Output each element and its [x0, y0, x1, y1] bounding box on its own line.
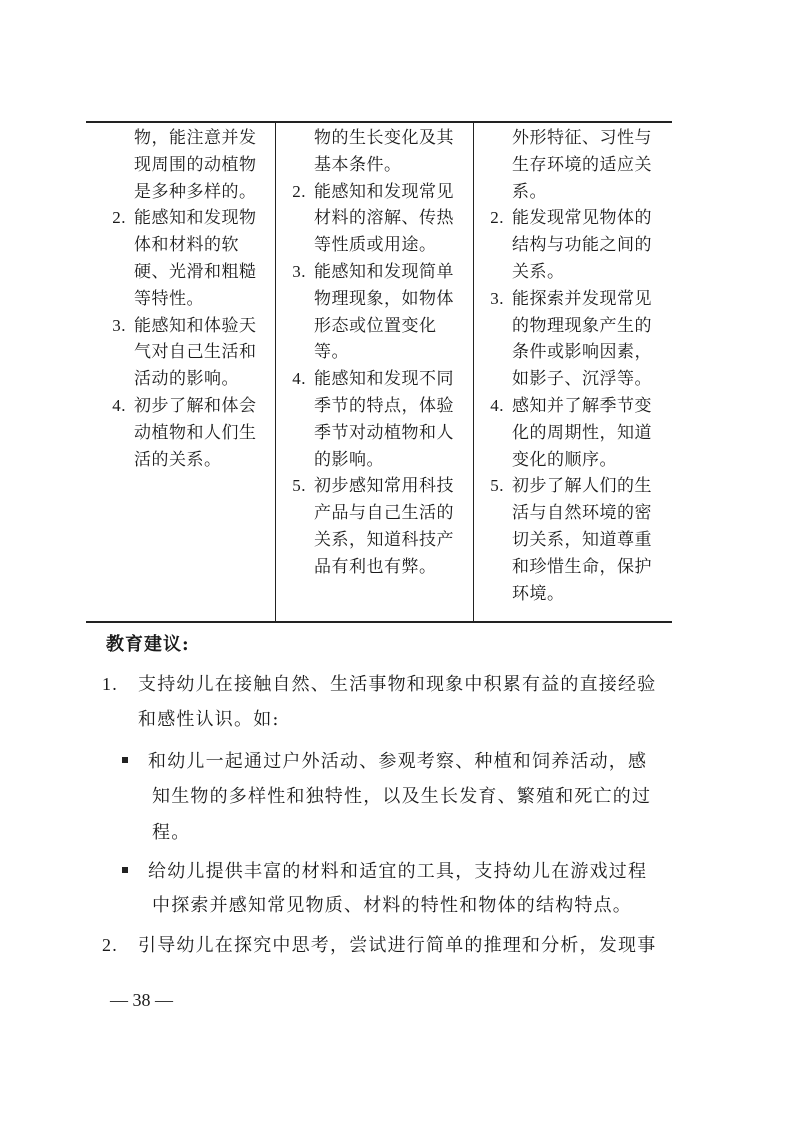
table-cell-line	[278, 447, 473, 474]
table-cell-line	[476, 527, 672, 554]
list-number	[476, 313, 512, 340]
list-number	[98, 125, 134, 152]
list-text: 品有利也有弊。	[314, 556, 437, 577]
list-text: 活动的影响。	[134, 369, 239, 390]
list-text: 物的生长变化及其	[314, 128, 454, 148]
list-text: 季节的特点，体验	[314, 395, 454, 416]
table-cell-line	[476, 554, 672, 581]
list-number	[476, 179, 512, 206]
list-number: 3.	[490, 288, 504, 308]
list-text: 现周围的动植物	[134, 154, 257, 175]
list-number	[476, 420, 512, 447]
table-cell-line	[278, 366, 473, 393]
list-number: 2.	[490, 208, 504, 228]
list-text: 气对自己生活和	[134, 342, 257, 363]
list-number	[476, 339, 512, 366]
table-cell-line	[278, 152, 473, 179]
list-number: 3.	[112, 315, 126, 335]
list-text: 形态或位置变化	[314, 315, 437, 336]
list-text: 等性质或用途。	[314, 235, 437, 256]
list-text: 关系，知道科技产	[314, 529, 454, 550]
list-text: 如影子、沉浮等。	[512, 369, 652, 390]
bullet-1-line-3: 程。	[152, 822, 191, 843]
table-cell-line	[98, 179, 275, 206]
list-text: 条件或影响因素，	[512, 342, 652, 363]
table-cell-line	[98, 447, 275, 474]
list-number: 4.	[490, 395, 504, 415]
table-cell-line	[476, 286, 672, 313]
table-cell-line	[278, 125, 473, 152]
list-number	[98, 179, 134, 206]
list-text: 初步了解和体会	[134, 395, 257, 416]
list-text: 动植物和人们生	[134, 422, 257, 443]
list-text: 是多种多样的。	[134, 181, 257, 202]
bullet-square-icon	[122, 757, 128, 763]
table-cell-line	[278, 473, 473, 500]
table-cell-line	[98, 313, 275, 340]
bullet-2-line-2: 中探索并感知常见物质、材料的特性和物体的结构特点。	[152, 895, 632, 916]
list-text: 产品与自己生活的	[314, 503, 454, 524]
table-cell-line	[278, 527, 473, 554]
list-number	[278, 339, 314, 366]
list-text: 基本条件。	[314, 154, 402, 175]
list-number	[476, 232, 512, 259]
table-cell-line	[98, 125, 275, 152]
page-number: — 38 —	[110, 990, 173, 1010]
table-cell-line	[278, 500, 473, 527]
table-cell-line	[278, 259, 473, 286]
bullet-square-icon	[122, 867, 128, 873]
list-number	[98, 420, 134, 447]
list-text: 能探索并发现常见	[512, 288, 652, 309]
table-cell-line	[476, 313, 672, 340]
list-text: 初步了解人们的生	[512, 476, 652, 497]
table-cell-line	[278, 420, 473, 447]
list-number: 2.	[292, 181, 306, 201]
table-cell-line	[476, 339, 672, 366]
table-cell-line	[476, 152, 672, 179]
table-cell-line	[98, 232, 275, 259]
list-number	[476, 527, 512, 554]
table-cell-line	[476, 179, 672, 206]
table-cell-line	[98, 205, 275, 232]
table-cell-line	[476, 366, 672, 393]
suggestion-1-cont: 和感性认识。如:	[138, 709, 280, 730]
list-text: 的物理现象产生的	[512, 315, 652, 336]
table-cell-line	[278, 393, 473, 420]
list-text: 初步感知常用科技	[314, 476, 454, 497]
list-text: 环境。	[512, 583, 565, 604]
list-number	[476, 366, 512, 393]
section-heading: 教育建议:	[106, 634, 190, 655]
list-text: 活与自然环境的密	[512, 503, 652, 524]
list-number	[278, 313, 314, 340]
list-text: 外形特征、习性与	[512, 128, 652, 148]
table-column-2	[276, 123, 474, 621]
list-text: 活的关系。	[134, 449, 222, 470]
list-number	[476, 259, 512, 286]
list-text: 生存环境的适应关	[512, 154, 652, 175]
table-cell-line	[98, 259, 275, 286]
list-text: 物，能注意并发	[134, 128, 257, 148]
list-number	[278, 554, 314, 581]
table-cell-line	[476, 232, 672, 259]
suggestion-2: 2. 引导幼儿在探究中思考，尝试进行简单的推理和分析，发现事	[102, 935, 657, 956]
list-number	[98, 232, 134, 259]
table-cell-line	[476, 420, 672, 447]
list-text: 的影响。	[314, 449, 384, 470]
table-cell-line	[476, 205, 672, 232]
table-cell-line	[476, 447, 672, 474]
list-number	[476, 447, 512, 474]
table-cell-line	[98, 393, 275, 420]
table-column-1	[86, 123, 276, 621]
table-cell-line	[278, 339, 473, 366]
list-text: 等。	[314, 342, 349, 363]
list-text: 能感知和发现物	[134, 208, 257, 229]
table-column-3	[474, 123, 672, 621]
list-text: 结构与功能之间的	[512, 235, 652, 256]
list-text: 能感知和发现不同	[314, 369, 454, 390]
list-text: 硬、光滑和粗糙	[134, 261, 257, 282]
list-number	[476, 125, 512, 152]
list-number	[278, 527, 314, 554]
list-number	[278, 500, 314, 527]
table-cell-line	[476, 473, 672, 500]
list-number	[278, 152, 314, 179]
table-cell-line	[476, 259, 672, 286]
list-number: 5.	[490, 476, 504, 496]
goals-table	[86, 121, 672, 623]
table-cell-line	[476, 581, 672, 608]
list-text: 切关系，知道尊重	[512, 529, 652, 550]
table-cell-line	[476, 500, 672, 527]
list-number	[278, 393, 314, 420]
table-cell-line	[278, 179, 473, 206]
table-cell-line	[98, 420, 275, 447]
list-number: 4.	[112, 395, 126, 415]
list-text: 体和材料的软	[134, 235, 239, 256]
list-number: 2.	[112, 208, 126, 228]
list-text: 化的周期性，知道	[512, 422, 652, 443]
list-number: 4.	[292, 369, 306, 389]
table-cell-line	[476, 393, 672, 420]
bullet-1-line-2: 知生物的多样性和独特性，以及生长发育、繁殖和死亡的过	[152, 786, 652, 807]
list-text: 能感知和发现常见	[314, 181, 454, 202]
list-number	[278, 420, 314, 447]
list-number	[278, 286, 314, 313]
list-text: 等特性。	[134, 288, 204, 309]
list-number	[98, 286, 134, 313]
list-number	[98, 447, 134, 474]
list-number	[98, 152, 134, 179]
list-number	[98, 339, 134, 366]
list-text: 能感知和发现简单	[314, 261, 454, 282]
list-text: 能感知和体验天	[134, 315, 257, 336]
table-cell-line	[98, 286, 275, 313]
table-cell-line	[98, 366, 275, 393]
list-number	[476, 554, 512, 581]
bullet-2: 给幼儿提供丰富的材料和适宜的工具，支持幼儿在游戏过程	[122, 852, 647, 892]
list-number	[476, 500, 512, 527]
table-cell-line	[476, 125, 672, 152]
list-text: 季节对动植物和人	[314, 422, 454, 443]
list-number	[476, 152, 512, 179]
list-text: 系。	[512, 181, 547, 202]
list-text: 感知并了解季节变	[512, 395, 652, 416]
list-text: 变化的顺序。	[512, 449, 617, 470]
list-number: 3.	[292, 261, 306, 281]
list-number	[278, 205, 314, 232]
list-text: 材料的溶解、传热	[314, 208, 454, 229]
list-number	[98, 259, 134, 286]
list-number	[98, 366, 134, 393]
list-number	[278, 125, 314, 152]
list-text: 关系。	[512, 261, 565, 282]
table-cell-line	[278, 554, 473, 581]
list-text: 和珍惜生命，保护	[512, 556, 652, 577]
list-text: 物理现象，如物体	[314, 288, 454, 309]
list-number	[476, 581, 512, 608]
table-cell-line	[98, 152, 275, 179]
list-number	[278, 232, 314, 259]
table-cell-line	[278, 205, 473, 232]
table-cell-line	[278, 286, 473, 313]
list-text: 能发现常见物体的	[512, 208, 652, 229]
table-cell-line	[278, 313, 473, 340]
bullet-1: 和幼儿一起通过户外活动、参观考察、种植和饲养活动，感	[122, 742, 647, 782]
suggestion-1: 1. 支持幼儿在接触自然、生活事物和现象中积累有益的直接经验	[102, 674, 657, 695]
table-cell-line	[278, 232, 473, 259]
list-number	[278, 447, 314, 474]
table-cell-line	[98, 339, 275, 366]
list-number: 5.	[292, 476, 306, 496]
